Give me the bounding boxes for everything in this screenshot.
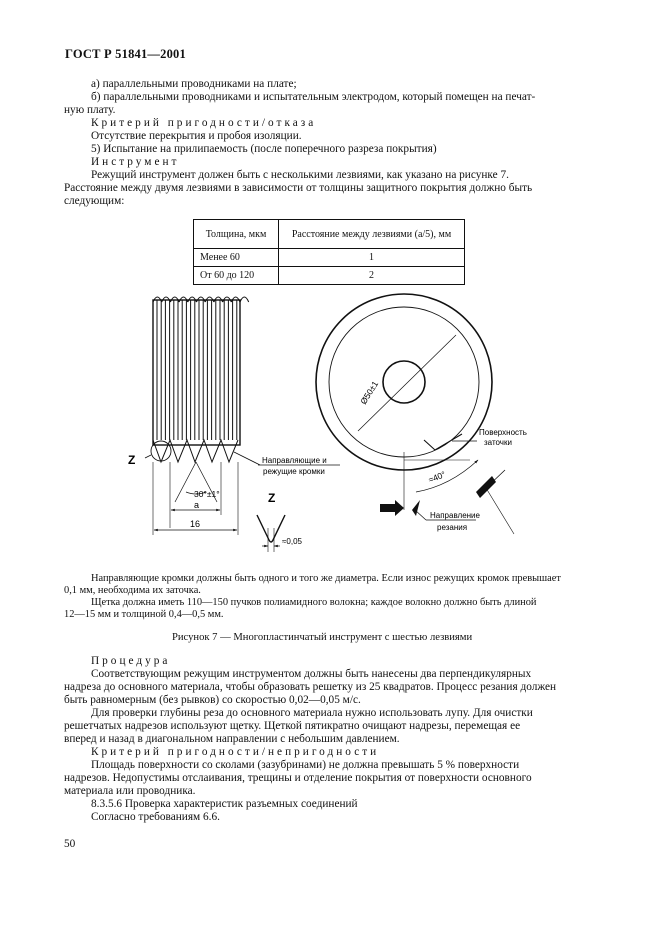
label-guide-edges-2: режущие кромки bbox=[263, 467, 325, 476]
label-direction-2: резания bbox=[437, 523, 468, 532]
blade-teeth bbox=[153, 440, 238, 462]
table-row bbox=[194, 267, 465, 285]
cut-direction-arrow bbox=[380, 500, 404, 516]
blade-lines bbox=[153, 297, 249, 440]
disc-outer bbox=[316, 294, 492, 470]
figure-note-1-line1: Направляющие кромки должны быть одного и того же диаметра. Если износ режущих кромок превышает bbox=[91, 573, 561, 584]
diameter-label: Ø50±1 bbox=[358, 379, 381, 407]
angle-line-left bbox=[175, 462, 196, 502]
criteria-text: Отсутствие перекрытия и пробоя изоляции. bbox=[91, 130, 302, 142]
sharpening-tool bbox=[476, 476, 496, 498]
list-item-b-cont: ную плату. bbox=[64, 104, 116, 116]
table-row bbox=[194, 249, 465, 267]
list-item-a: а) параллельными проводниками на плате; bbox=[91, 78, 297, 90]
tip-radius-label: ≈0,05 bbox=[282, 537, 302, 546]
blade-comb-outline bbox=[153, 300, 240, 445]
label-direction-1: Направление bbox=[430, 511, 480, 520]
disc-inner-edge bbox=[329, 307, 479, 457]
table-cell: Менее 60 bbox=[194, 249, 279, 267]
criteria2-heading: Критерий пригодности/непригодности bbox=[91, 746, 380, 758]
label-z-detail: Z bbox=[268, 491, 276, 505]
table-header-row bbox=[194, 220, 465, 249]
figure-7-drawing bbox=[110, 292, 560, 562]
table-header-cell: Толщина, мкм bbox=[194, 220, 279, 249]
section-text: Согласно требованиям 6.6. bbox=[91, 811, 220, 823]
blade-spacing-table bbox=[193, 219, 465, 285]
label-guide-edges-1: Направляющие и bbox=[262, 456, 327, 465]
page-number: 50 bbox=[64, 838, 76, 850]
angle-40-arc bbox=[416, 460, 478, 492]
angle-blade-label: 30°±1° bbox=[194, 489, 220, 499]
blade-top bbox=[240, 297, 249, 302]
tool-paragraph-line3: следующим: bbox=[64, 195, 125, 207]
table-cell: 2 bbox=[279, 267, 465, 285]
tool-paragraph-line1: Режущий инструмент должен быть с несколькими лезвиями, как указано на рисунке 7. bbox=[91, 169, 509, 181]
dim-16-label: 16 bbox=[190, 519, 201, 529]
criteria2-line1: Площадь поверхности со сколами (зазубринами) не должна превышать 5 % поверхности bbox=[91, 759, 520, 771]
procedure-p1-line3: быть равномерным (без рывков) со скоростью 0,02—0,05 м/с. bbox=[64, 694, 361, 706]
table-header-cell: Расстояние между лезвиями (a/5), мм bbox=[279, 220, 465, 249]
blade-disc bbox=[316, 294, 492, 470]
disc-hole bbox=[383, 361, 425, 403]
criteria2-line3: материала или проводника. bbox=[64, 785, 196, 797]
document-header: ГОСТ Р 51841—2001 bbox=[65, 47, 186, 61]
tool-heading: Инструмент bbox=[91, 156, 180, 168]
criteria2-line2: надрезов. Недопустимы отслаивания, трещины и отделение покрытия от поверхности основного bbox=[64, 772, 532, 784]
label-z: Z bbox=[128, 453, 136, 467]
table-cell: От 60 до 120 bbox=[194, 267, 279, 285]
figure-caption: Рисунок 7 — Многопластинчатый инструмент с шестью лезвиями bbox=[172, 632, 473, 643]
procedure-p2-line2: решетчатых надрезов используют щетку. Щеткой пятикратно очищают надрезы, перемещая ее bbox=[64, 720, 521, 732]
label-surface-1: Поверхность bbox=[479, 428, 527, 437]
sharpening-notch bbox=[424, 434, 462, 450]
figure-note-2-line2: 12—15 мм и толщиной 0,4—0,5 мм. bbox=[64, 609, 224, 620]
test-5-heading: 5) Испытание на прилипаемость (после поперечного разреза покрытия) bbox=[91, 143, 437, 155]
list-item-b: б) параллельными проводниками и испытательным электродом, который помещен на печат- bbox=[91, 91, 536, 103]
section-heading: 8.3.5.6 Проверка характеристик разъемных соединений bbox=[91, 798, 358, 810]
angle-sharpen-label: ≈40° bbox=[427, 469, 448, 485]
blade-comb bbox=[153, 297, 249, 445]
procedure-heading: Процедура bbox=[91, 655, 171, 667]
procedure-p2-line1: Для проверки глубины реза до основного материала нужно использовать лупу. Для очистки bbox=[91, 707, 533, 719]
detail-z-profile bbox=[257, 515, 285, 542]
procedure-p2-line3: вперед и назад в диагональном направлении с небольшим давлением. bbox=[64, 733, 400, 745]
procedure-p1-line2: надреза до основного материала, чтобы образовать решетку из 25 квадратов. Процесс резания должен bbox=[64, 681, 557, 693]
figure-note-1-line2: 0,1 мм, необходима их заточка. bbox=[64, 585, 201, 596]
figure-note-2-line1: Щетка должна иметь 110—150 пучков полиамидного волокна; каждое волокно должно быть длиной bbox=[91, 597, 537, 608]
procedure-p1-line1: Соответствующим режущим инструментом должны быть нанесены два перпендикулярных bbox=[91, 668, 532, 680]
table-cell: 1 bbox=[279, 249, 465, 267]
tool-paragraph-line2: Расстояние между двумя лезвиями в зависимости от толщины защитного покрытия должно быть bbox=[64, 182, 533, 194]
criteria-heading: Критерий пригодности/отказа bbox=[91, 117, 317, 129]
dim-a-label: a bbox=[194, 500, 200, 510]
label-surface-2: заточки bbox=[484, 438, 512, 447]
